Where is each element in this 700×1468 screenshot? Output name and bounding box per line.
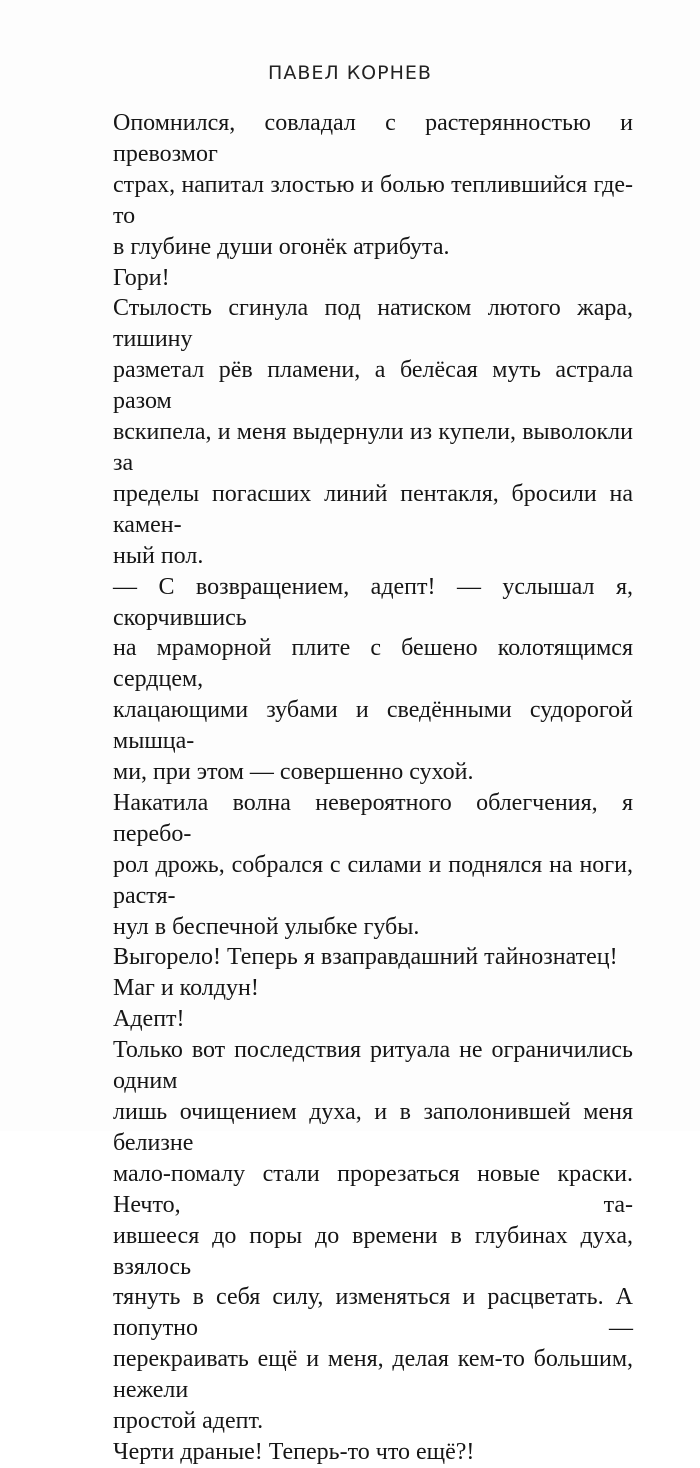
paragraph	[113, 942, 633, 973]
text-line: разметал рёв пламени, а белёсая муть астрала разом	[113, 357, 633, 415]
text-line: Адепт!	[113, 1006, 185, 1033]
text-line: пределы погасших линий пентакля, бросили на камен-	[113, 480, 633, 538]
paragraph	[113, 108, 633, 263]
text-line: лишь очищением духа, и в заполонившей меня белизне	[113, 1099, 633, 1156]
paragraph	[113, 293, 633, 571]
paragraph	[113, 788, 633, 943]
paragraph	[113, 1035, 633, 1437]
text-line: Опомнился, совладал с растерянностью и превозмог	[113, 110, 633, 167]
text-line: Гори!	[113, 264, 170, 291]
paragraph	[113, 1437, 633, 1468]
paragraph	[113, 572, 633, 788]
text-line: ившееся до поры до времени в глубинах духа, взялось	[113, 1222, 633, 1280]
text-line: вскипела, и меня выдернули из купели, выволокли за	[113, 419, 633, 476]
text-line: простой адепт.	[113, 1408, 264, 1435]
text-line: Стылость сгинула под натиском лютого жара, тишину	[113, 295, 633, 353]
text-line: перекраивать ещё и меня, делая кем-то большим, нежели	[113, 1346, 633, 1404]
text-line: страх, напитал злостью и болью теплившийся где-то	[113, 171, 633, 229]
text-line: Выгорело! Теперь я взаправдашний тайнознатец!	[113, 944, 618, 971]
text-line: мало-помалу стали прорезаться новые краски. Нечто, та-	[113, 1160, 633, 1218]
running-head-author: ПАВЕЛ КОРНЕВ	[268, 62, 432, 84]
text-line: Накатила волна невероятного облегчения, я перебо-	[113, 789, 633, 847]
paragraph	[113, 1004, 633, 1035]
text-line: тянуть в себя силу, изменяться и расцветать. А попутно —	[113, 1284, 633, 1342]
text-line: Маг и колдун!	[113, 975, 259, 1002]
paragraph	[113, 973, 633, 1004]
text-line: в глубине души огонёк атрибута.	[113, 233, 450, 260]
text-line: — С возвращением, адепт! — услышал я, скорчившись	[113, 573, 633, 631]
text-line: Только вот последствия ритуала не ограничились одним	[113, 1037, 633, 1095]
text-line: нул в беспечной улыбке губы.	[113, 913, 420, 940]
text-line: Черти драные! Теперь-то что ещё?!	[113, 1438, 475, 1465]
text-line: на мраморной плите с бешено колотящимся сердцем,	[113, 635, 633, 693]
text-line: ми, при этом — совершенно сухой.	[113, 759, 474, 786]
text-line: ный пол.	[113, 542, 204, 569]
text-line: клацающими зубами и сведёнными судорогой мышца-	[113, 697, 633, 755]
body-text	[113, 108, 633, 1468]
text-line: рол дрожь, собрался с силами и поднялся на ноги, растя-	[113, 851, 633, 909]
paragraph	[113, 263, 633, 294]
